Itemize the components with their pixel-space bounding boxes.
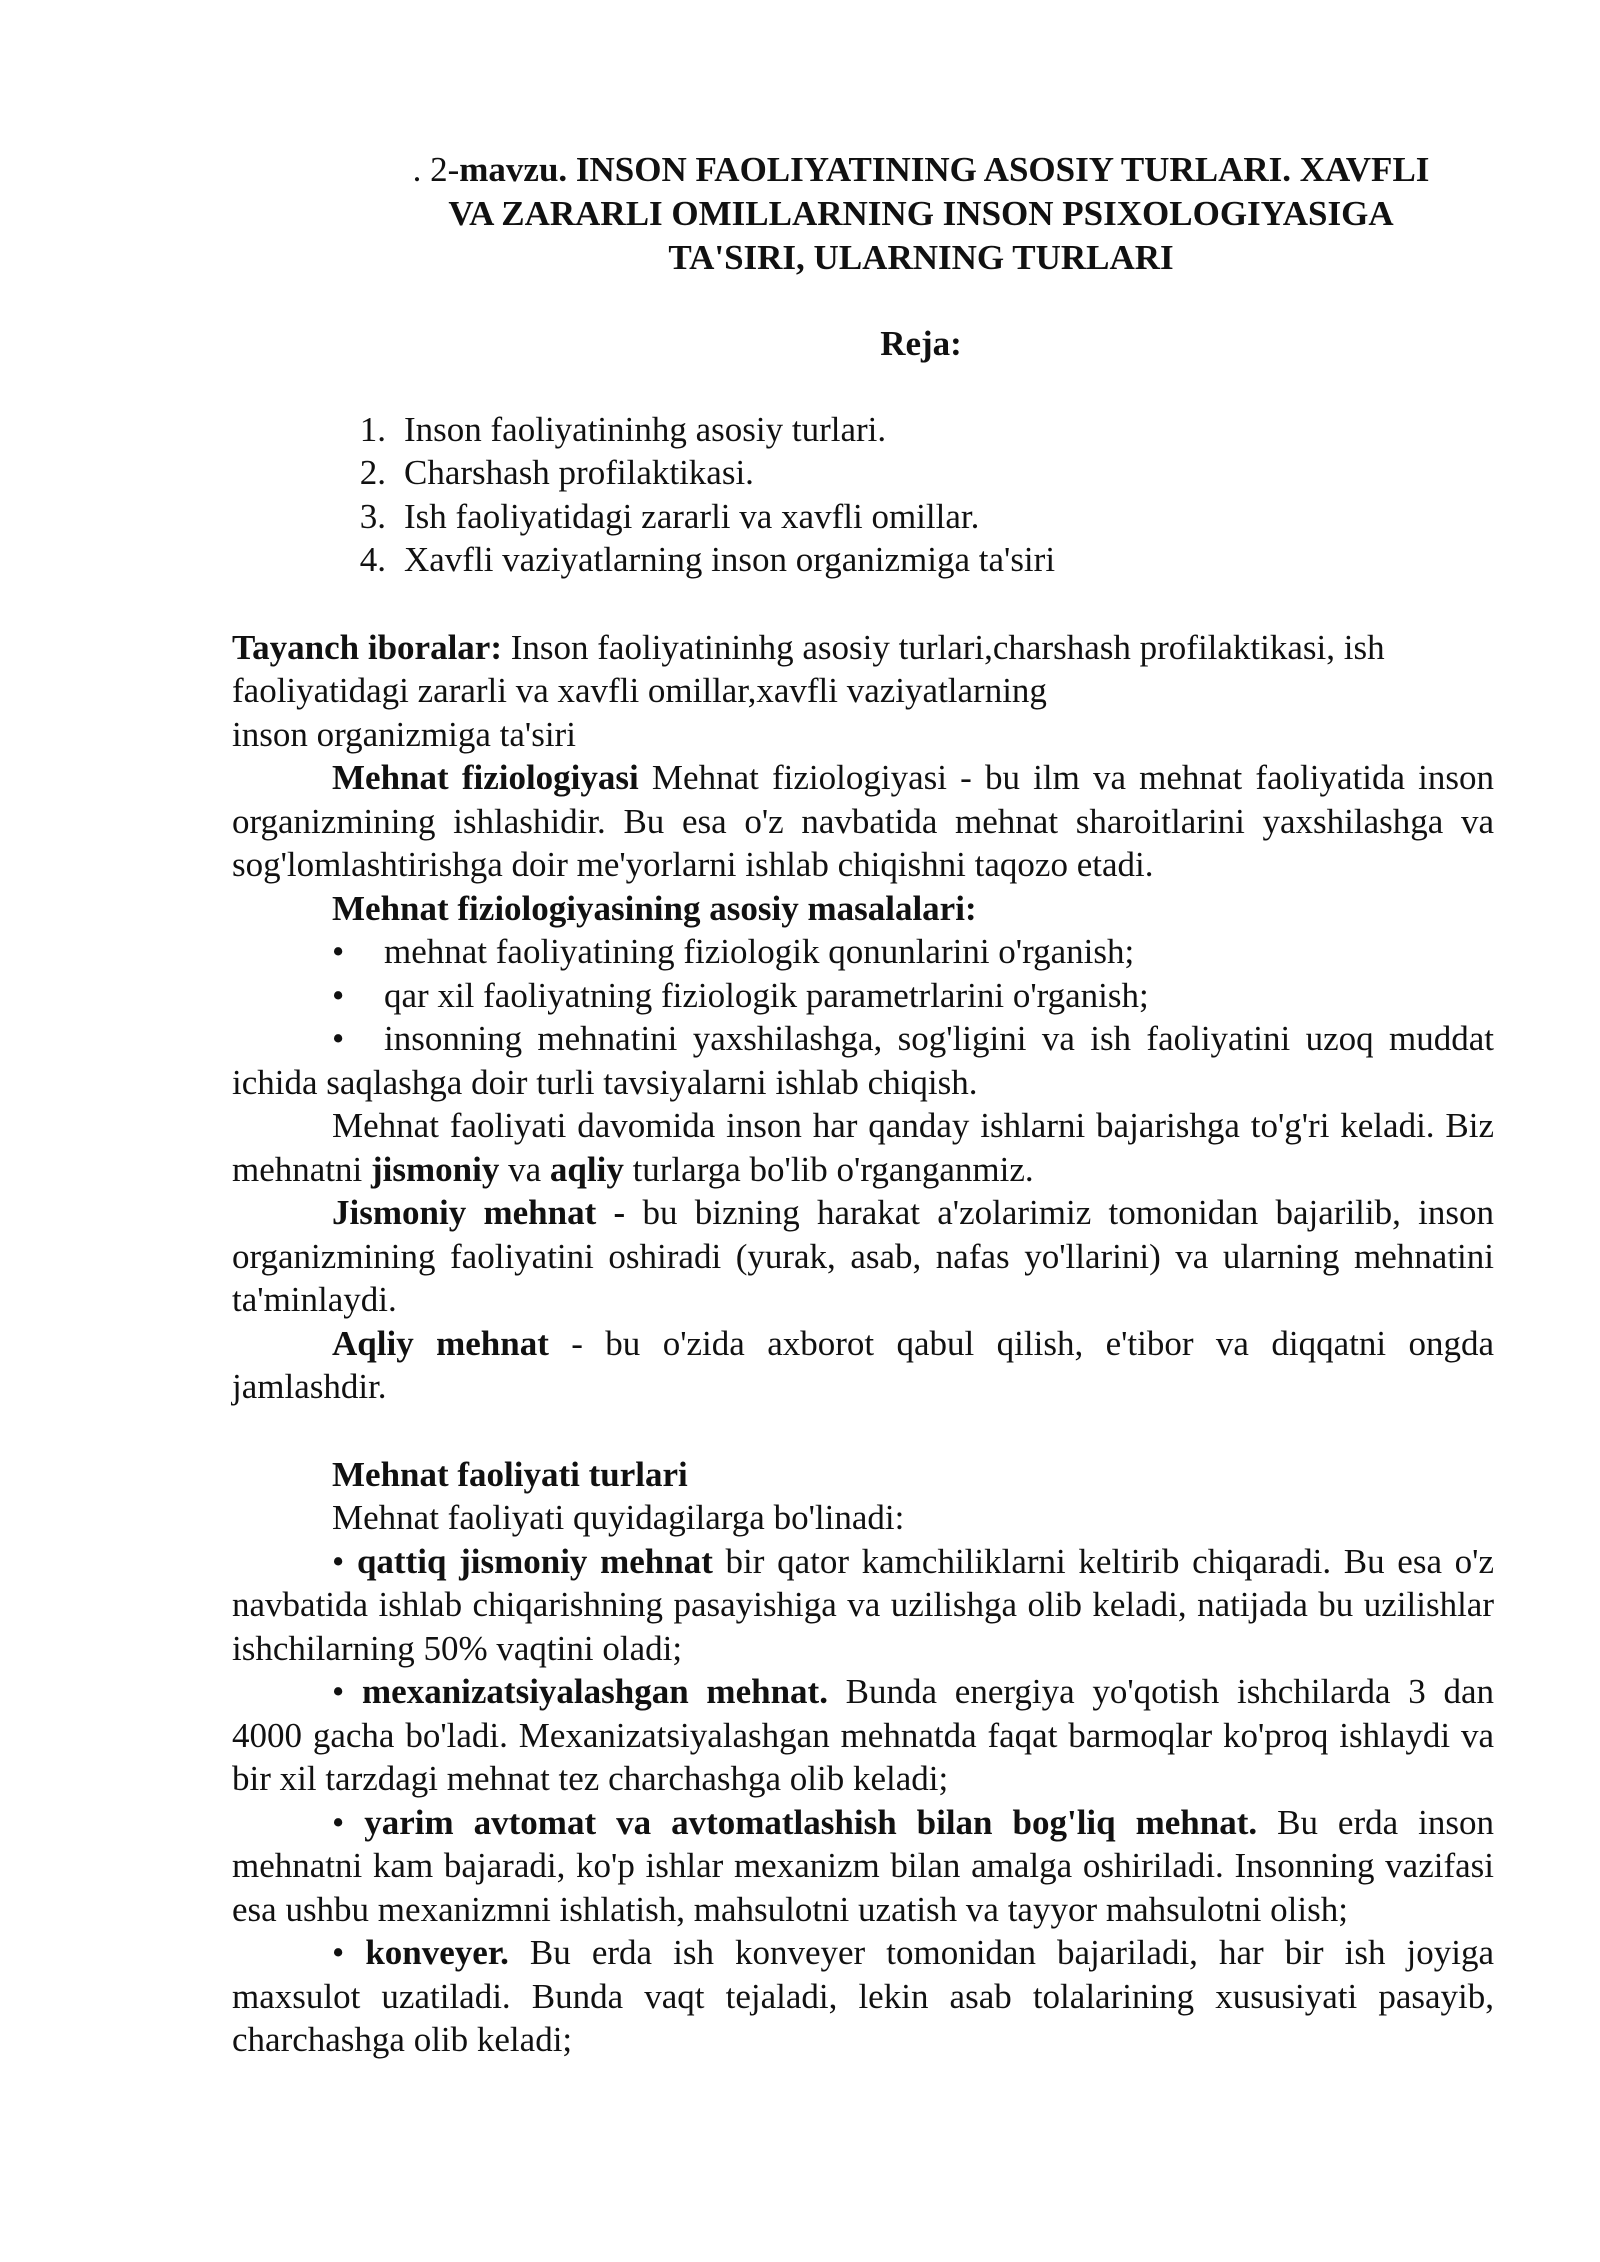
plan-item <box>332 408 1494 452</box>
bullet: • <box>332 1672 345 1711</box>
tasks-list-item <box>232 1017 1494 1104</box>
plan-item <box>332 495 1494 539</box>
tasks-heading <box>232 887 1494 931</box>
title-lead: . 2- <box>412 150 460 189</box>
labour-paragraph <box>232 1104 1494 1191</box>
plan-item-number: 2. <box>359 453 386 492</box>
keywords-text: Inson faoliyatininhg asosiy turlari,charshash profilaktikasi, ish faoliyatidagi zararli va xavfli omillar,xavfli vaziyatlarning <box>232 627 1385 710</box>
types-item-text: Bu erda inson mehnatni kam bajaradi, ko'p ishlar mexanizm bilan amalga oshiriladi. Insonning vazifasi esa ushbu mexanizmni ishlatish, mahsulotni uzatish va tayyor mahsulotni olish; <box>232 1802 1494 1929</box>
tasks-item-text: mehnat faoliyatining fiziologik qonunlarini o'rganish; <box>384 932 1135 971</box>
mental-labour-paragraph <box>232 1322 1494 1409</box>
physical-labour-term: Jismoniy mehnat - <box>332 1193 626 1232</box>
types-list-item <box>232 1540 1494 1671</box>
page-title <box>232 148 1494 280</box>
mental-labour-text: - bu o'zida axborot qabul qilish, e'tibor va diqqatni ongda jamlashdir. <box>232 1323 1494 1406</box>
types-heading-text: Mehnat faoliyati turlari <box>332 1454 688 1494</box>
plan-heading: Reja: <box>880 324 962 363</box>
plan-item-number: 1. <box>359 409 386 449</box>
labour-text-and: va <box>499 1149 550 1189</box>
bullet: • <box>332 975 345 1015</box>
types-item-term: yarim avtomat va avtomatlashish bilan bog'liq mehnat. <box>364 1802 1258 1842</box>
types-intro: Mehnat faoliyati quyidagilarga bo'linadi: <box>332 1498 905 1537</box>
plan-item-number: 3. <box>359 496 386 536</box>
plan-item-text: Inson faoliyatininhg asosiy turlari. <box>404 409 887 449</box>
bullet: • <box>332 932 345 971</box>
spacer <box>232 1409 1494 1453</box>
plan-item-text: Charshash profilaktikasi. <box>404 453 754 492</box>
bullet: • <box>332 1541 345 1581</box>
bullet: • <box>332 1802 345 1842</box>
plan-item <box>332 451 1494 495</box>
labour-term-mental: aqliy <box>549 1149 624 1189</box>
labour-text-end: turlarga bo'lib o'rganganmiz. <box>623 1149 1034 1189</box>
bullet: • <box>332 1019 345 1058</box>
bullet: • <box>332 1933 345 1972</box>
tasks-heading-text: Mehnat fiziologiyasining asosiy masalalari: <box>332 888 977 928</box>
tasks-item-text: qar xil faoliyatning fiziologik parametrlarini o'rganish; <box>384 975 1149 1015</box>
title-line-3: TA'SIRI, ULARNING TURLARI <box>668 238 1174 277</box>
physiology-paragraph <box>232 756 1494 887</box>
labour-term-physical: jismoniy <box>371 1149 500 1189</box>
physiology-term: Mehnat fiziologiyasi <box>332 758 639 797</box>
plan-item <box>332 538 1494 582</box>
types-list-item <box>232 1670 1494 1801</box>
types-item-term: qattiq jismoniy mehnat <box>356 1541 713 1581</box>
plan-item-number: 4. <box>359 540 386 579</box>
keywords-label: Tayanch iboralar: <box>232 627 502 667</box>
plan-item-text: Ish faoliyatidagi zararli va xavfli omillar. <box>404 496 980 536</box>
plan-item-text: Xavfli vaziyatlarning inson organizmiga ta'siri <box>404 540 1056 579</box>
tasks-list-item <box>232 930 1494 974</box>
title-line-1: mavzu. INSON FAOLIYATINING ASOSIY TURLARI. XAVFLI <box>459 150 1430 189</box>
title-line-2: VA ZARARLI OMILLARNING INSON PSIXOLOGIYASIGA <box>448 194 1394 233</box>
physical-labour-paragraph <box>232 1191 1494 1322</box>
keywords-text-continued: inson organizmiga ta'siri <box>232 714 576 754</box>
types-item-text: Bu erda ish konveyer tomonidan bajariladi, har bir ish joyiga maxsulot uzatiladi. Bunda vaqt tejaladi, lekin asab tolalarining xususiyati pasayib, charchashga olib keladi; <box>232 1933 1494 2059</box>
tasks-item-text: insonning mehnatini yaxshilashga, sog'ligini va ish faoliyatini uzoq muddat ichida saqlashga doir turli tavsiyalarni ishlab chiqish. <box>232 1019 1494 1102</box>
physiology-text: Mehnat fiziologiyasi - bu ilm va mehnat faoliyatida inson organizmining ishlashidir. Bu esa o'z navbatida mehnat sharoitlarini yaxshilashga va sog'lomlashtirishga doir me'yorlarni ishlab chiqishni taqozo etadi. <box>232 758 1495 884</box>
types-item-term: konveyer. <box>365 1933 509 1972</box>
types-item-text: bir qator kamchiliklarni keltirib chiqaradi. Bu esa o'z navbatida ishlab chiqarishning pasayishiga va uzilishga olib keladi, natijada bu uzilishlar ishchilarning 50% vaqtini oladi; <box>232 1541 1494 1668</box>
labour-text: Mehnat faoliyati davomida inson har qanday ishlarni bajarishga to'g'ri keladi. Biz mehnatni <box>232 1106 1494 1189</box>
types-list-item <box>232 1801 1494 1932</box>
tasks-list-item <box>232 974 1494 1018</box>
keywords-paragraph <box>232 626 1494 757</box>
types-list-item <box>232 1931 1494 2062</box>
plan-list <box>232 408 1494 582</box>
types-item-term: mexanizatsiyalashgan mehnat. <box>362 1672 828 1711</box>
mental-labour-term: Aqliy mehnat <box>332 1323 549 1363</box>
document-page <box>232 148 1494 2062</box>
types-item-text: Bunda energiya yo'qotish ishchilarda 3 dan 4000 gacha bo'ladi. Mexanizatsiyalashgan mehnatda faqat barmoqlar ko'proq ishlaydi va bir xil tarzdagi mehnat tez charchashga olib keladi; <box>232 1672 1495 1798</box>
physical-labour-text: bu bizning harakat a'zolarimiz tomonidan bajarilib, inson organizmining faoliyatini oshiradi (yurak, asab, nafas yo'llarini) va ularning mehnatini ta'minlaydi. <box>232 1193 1495 1319</box>
types-heading <box>232 1453 1494 1497</box>
